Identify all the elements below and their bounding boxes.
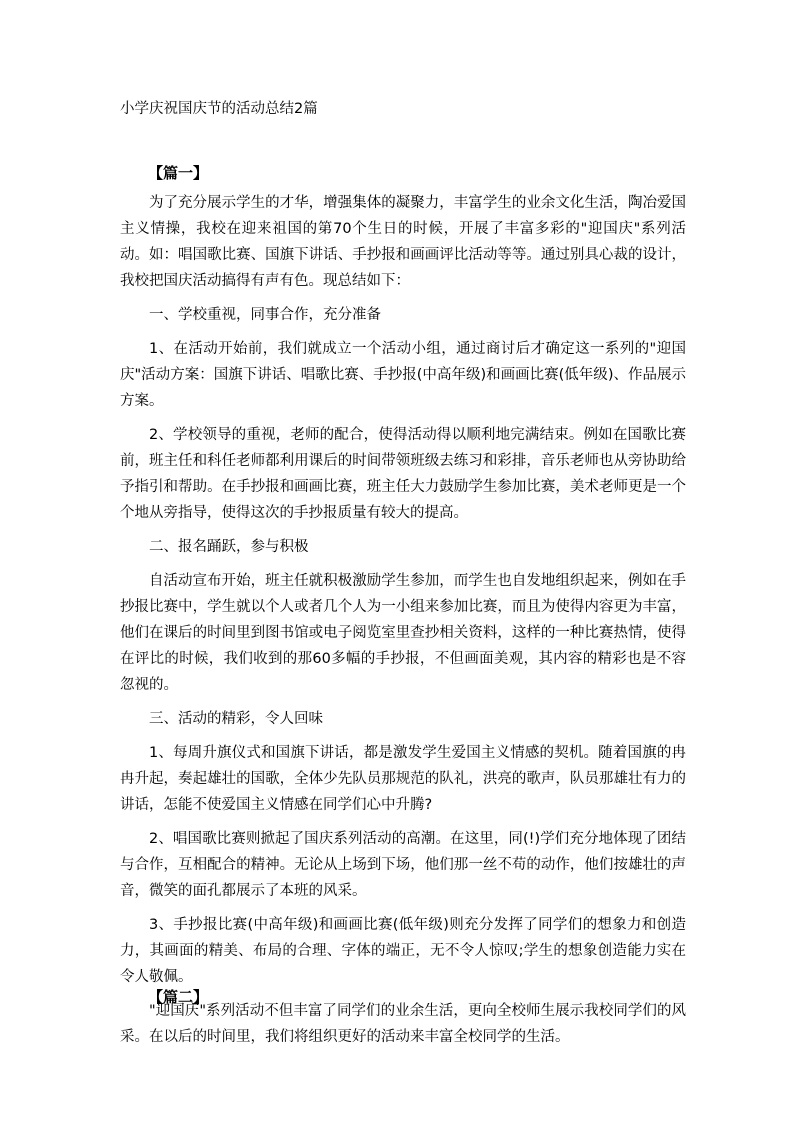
subheading-3: 三、活动的精彩，令人回味	[149, 711, 323, 727]
subheading-2: 二、报名踊跃，参与积极	[149, 539, 309, 555]
closing-paragraph: "迎国庆"系列活动不但丰富了同学们的业余生活，更向全校师生展示我校同学们的风采。在以后的时间里，我们将组织更好的活动来丰富全校同学的生活。	[120, 1003, 686, 1045]
body-paragraph: 2、唱国歌比赛则掀起了国庆系列活动的高潮。在这里，同(!)学们充分地体现了团结与合作，互相配合的精神。无论从上场到下场，他们那一丝不苟的动作，他们按雄壮的声音，微笑的面孔都展示了本班的风采。	[120, 831, 686, 899]
section-heading-1: 【篇一】	[148, 164, 209, 182]
document-title: 小学庆祝国庆节的活动总结2篇	[120, 101, 318, 117]
section-heading-2: 【篇二】	[148, 988, 209, 1006]
body-paragraph: 3、手抄报比赛(中高年级)和画画比赛(低年级)则充分发挥了同学们的想象力和创造力，其画面的精美、布局的合理、字体的端正，无不令人惊叹;学生的想象创造能力实在令人敬佩。	[120, 917, 686, 985]
body-paragraph: 2、学校领导的重视，老师的配合，使得活动得以顺利地完满结束。例如在国歌比赛前，班主任和科任老师都利用课后的时间带领班级去练习和彩排，音乐老师也从旁协助给予指引和帮助。在手抄报和画画比赛，班主任大力鼓励学生参加比赛，美术老师更是一个个地从旁指导，使得这次的手抄报质量有较大的提高。	[120, 427, 686, 521]
document-body	[120, 190, 686, 1058]
intro-paragraph: 为了充分展示学生的才华，增强集体的凝聚力，丰富学生的业余文化生活，陶冶爱国主义情操，我校在迎来祖国的第70个生日的时候，开展了丰富多彩的"迎国庆"系列活动。如：唱国歌比赛、国旗下讲话、手抄报和画画评比活动等等。通过别具心裁的设计，我校把国庆活动搞得有声有色。现总结如下：	[120, 195, 686, 289]
body-paragraph: 1、在活动开始前，我们就成立一个活动小组，通过商讨后才确定这一系列的"迎国庆"活动方案：国旗下讲话、唱歌比赛、手抄报(中高年级)和画画比赛(低年级)、作品展示方案。	[120, 341, 686, 409]
body-paragraph: 1、每周升旗仪式和国旗下讲话，都是激发学生爱国主义情感的契机。随着国旗的冉冉升起，奏起雄壮的国歌，全体少先队员那规范的队礼，洪亮的歌声，队员那雄壮有力的讲话，怎能不使爱国主义情感在同学们心中升腾?	[120, 745, 686, 813]
subheading-1: 一、学校重视，同事合作，充分准备	[149, 307, 381, 323]
body-paragraph: 自活动宣布开始，班主任就积极激励学生参加，而学生也自发地组织起来，例如在手抄报比赛中，学生就以个人或者几个人为一小组来参加比赛，而且为使得内容更为丰富，他们在课后的时间里到图书馆或电子阅览室里查抄相关资料，这样的一种比赛热情，使得在评比的时候，我们收到的那60多幅的手抄报，不但画面美观，其内容的精彩也是不容忽视的。	[120, 573, 686, 693]
